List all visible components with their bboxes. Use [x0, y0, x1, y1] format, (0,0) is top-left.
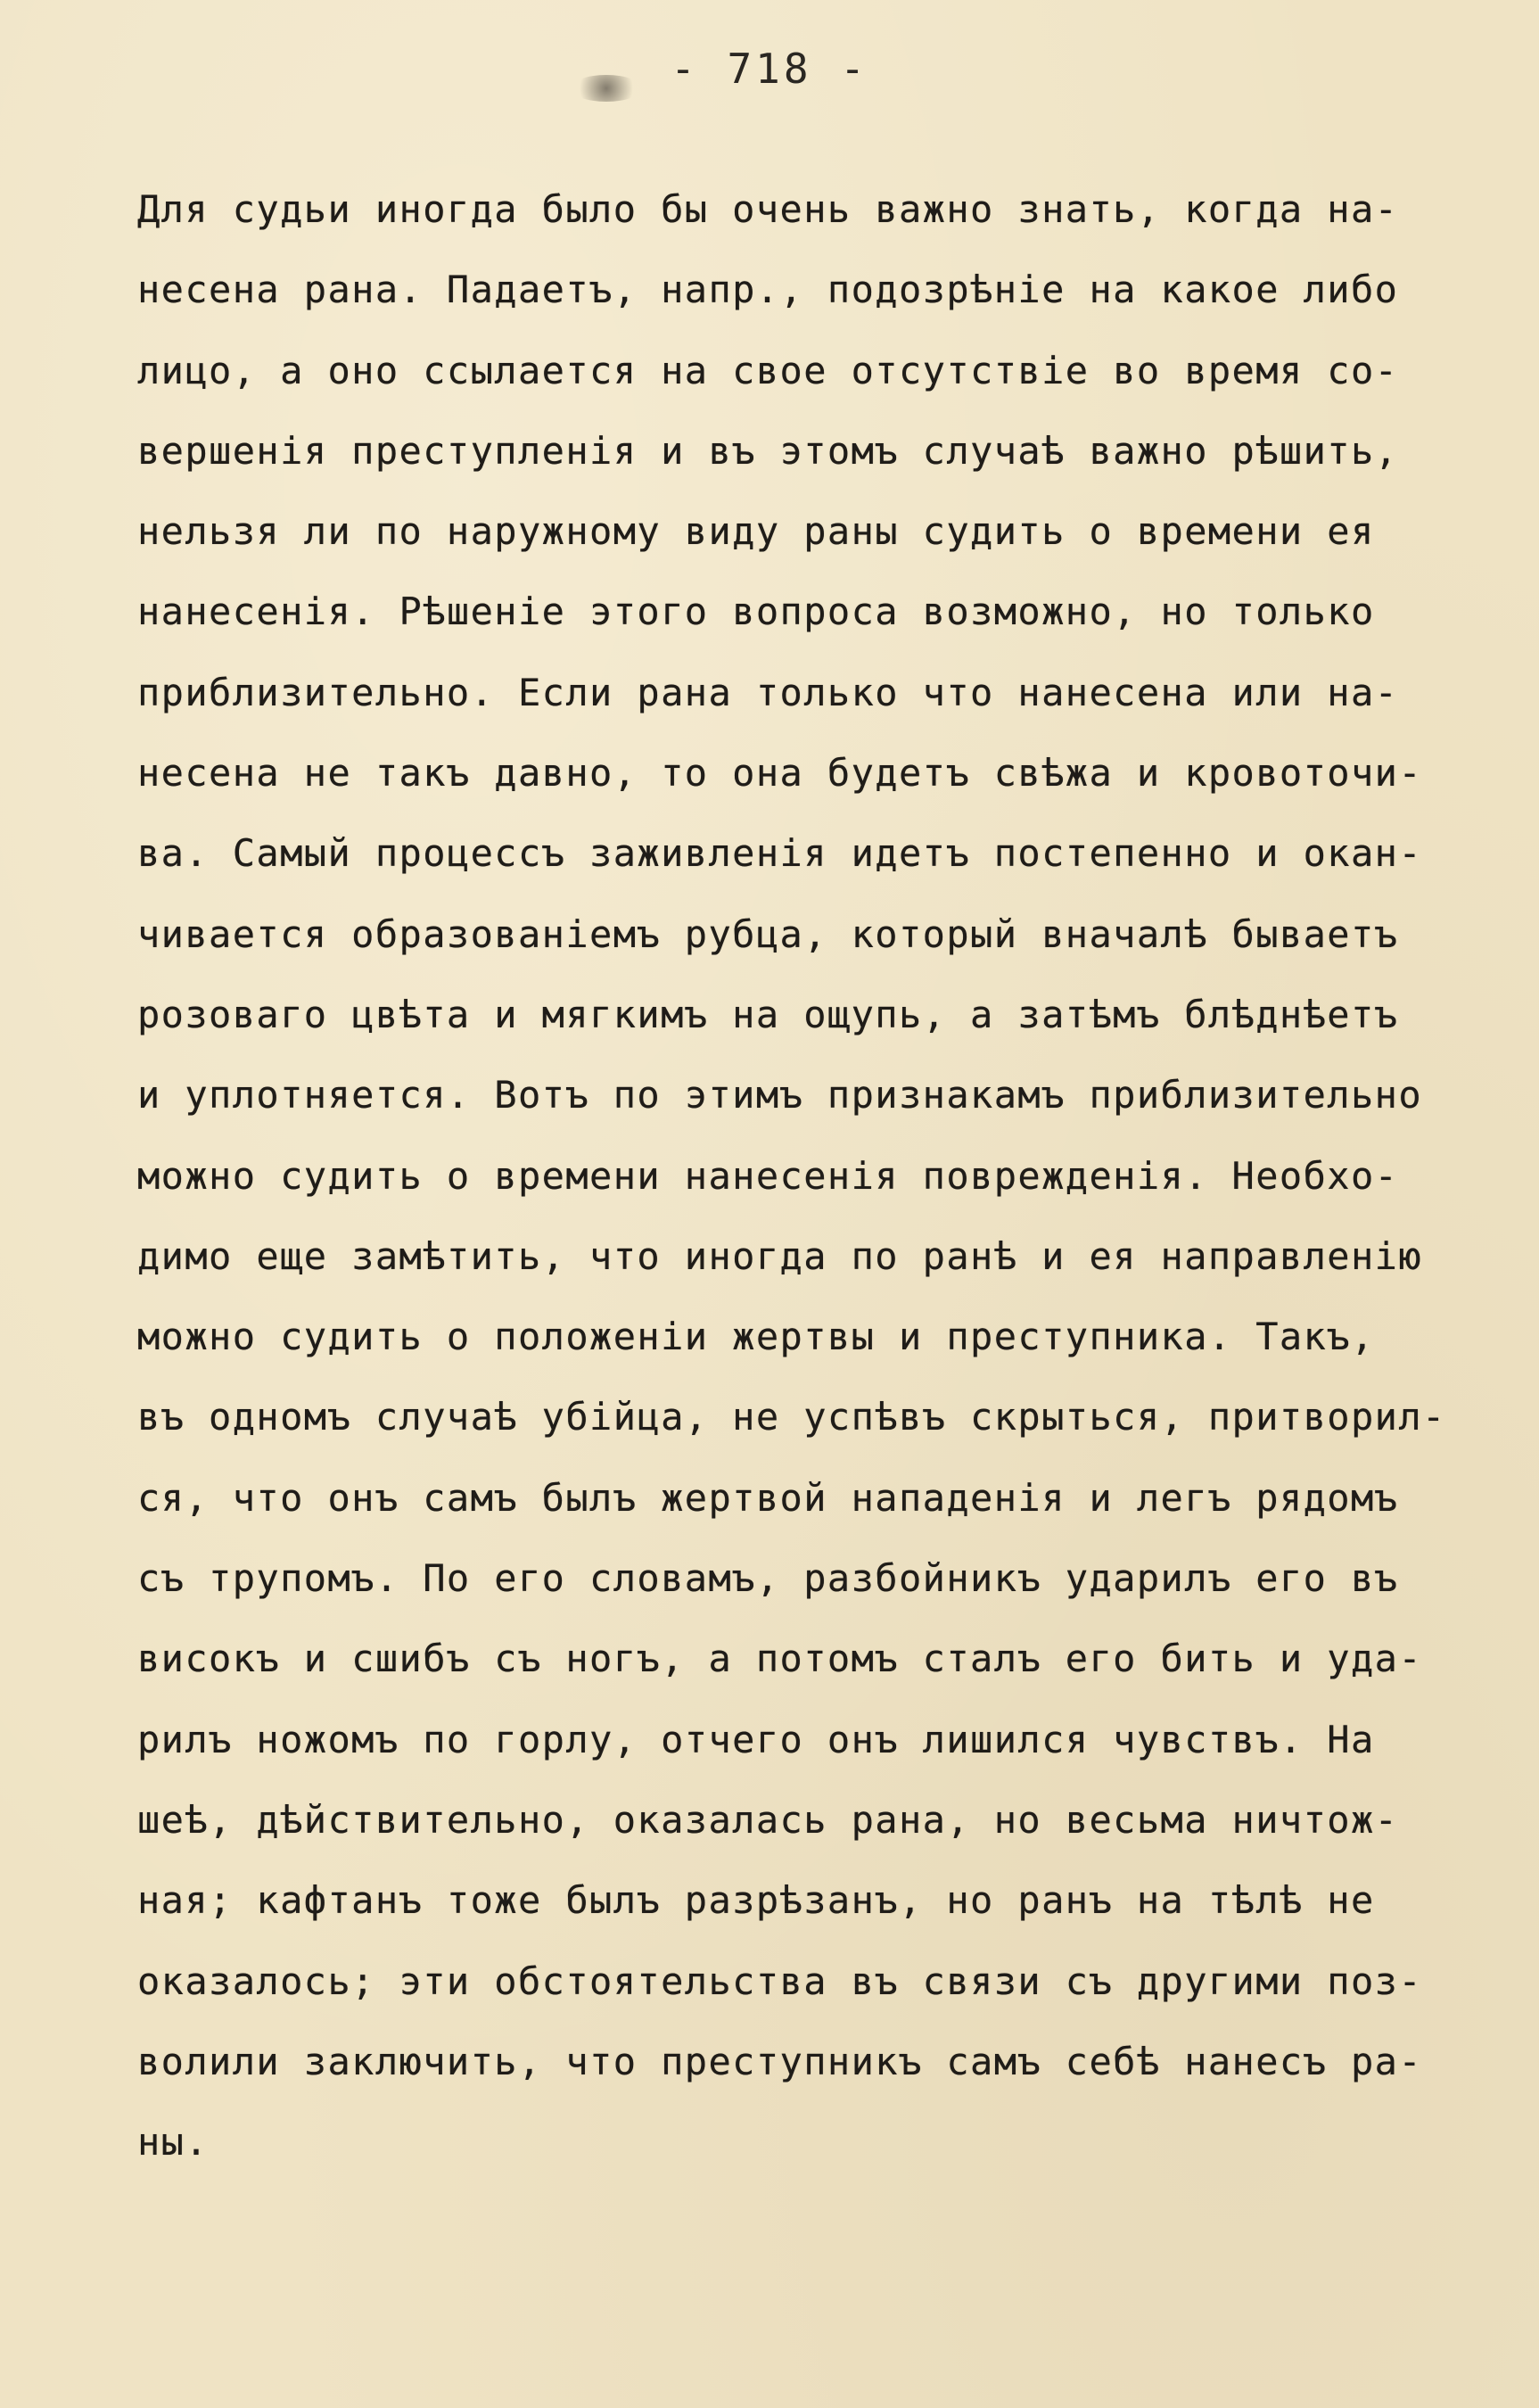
text-line: вершенія преступленія и въ этомъ случаѣ важно рѣшить, [137, 428, 1399, 473]
text-line: въ одномъ случаѣ убійца, не успѣвъ скрыться, притворил- [137, 1395, 1446, 1439]
body-text [137, 169, 1466, 2182]
text-line: ва. Самый процессъ заживленія идетъ постепенно и окан- [137, 831, 1423, 876]
text-line: съ трупомъ. По его словамъ, разбойникъ ударилъ его въ [137, 1556, 1399, 1601]
text-line: можно судить о положеніи жертвы и преступника. Такъ, [137, 1315, 1375, 1359]
text-line: оказалось; эти обстоятельства въ связи съ другими поз- [137, 1959, 1423, 2003]
text-line: ная; кафтанъ тоже былъ разрѣзанъ, но ранъ на тѣлѣ не [137, 1878, 1375, 1923]
text-line: Для судьи иногда было бы очень важно знать, когда на- [137, 187, 1399, 231]
text-line: димо еще замѣтить, что иногда по ранѣ и ея направленію [137, 1233, 1423, 1278]
text-line: розоваго цвѣта и мягкимъ на ощупь, а затѣмъ блѣднѣетъ [137, 992, 1399, 1036]
text-line: чивается образованіемъ рубца, который вначалѣ бываетъ [137, 911, 1399, 956]
text-line: нанесенія. Рѣшеніе этого вопроса возможно, но только [137, 590, 1375, 634]
text-line: волили заключить, что преступникъ самъ себѣ нанесъ ра- [137, 2039, 1423, 2083]
text-line: несена не такъ давно, то она будетъ свѣжа и кровоточи- [137, 751, 1423, 796]
text-line: високъ и сшибъ съ ногъ, а потомъ сталъ его бить и уда- [137, 1637, 1423, 1681]
text-line: лицо, а оно ссылается на свое отсутствіе во время со- [137, 348, 1399, 392]
text-line: рилъ ножомъ по горлу, отчего онъ лишился чувствъ. На [137, 1717, 1375, 1761]
text-line: шеѣ, дѣйствительно, оказалась рана, но весьма ничтож- [137, 1797, 1399, 1842]
page-number: - 718 - [671, 45, 868, 93]
text-line: и уплотняется. Вотъ по этимъ признакамъ приблизительно [137, 1073, 1423, 1117]
text-line: ны. [137, 2120, 210, 2165]
text-line: ся, что онъ самъ былъ жертвой нападенія и легъ рядомъ [137, 1475, 1399, 1520]
text-line: можно судить о времени нанесенія поврежденія. Необхо- [137, 1153, 1399, 1198]
text-line: нельзя ли по наружному виду раны судить о времени ея [137, 509, 1375, 554]
text-line: несена рана. Падаетъ, напр., подозрѣніе на какое либо [137, 268, 1399, 312]
text-line: приблизительно. Если рана только что нанесена или на- [137, 670, 1399, 714]
